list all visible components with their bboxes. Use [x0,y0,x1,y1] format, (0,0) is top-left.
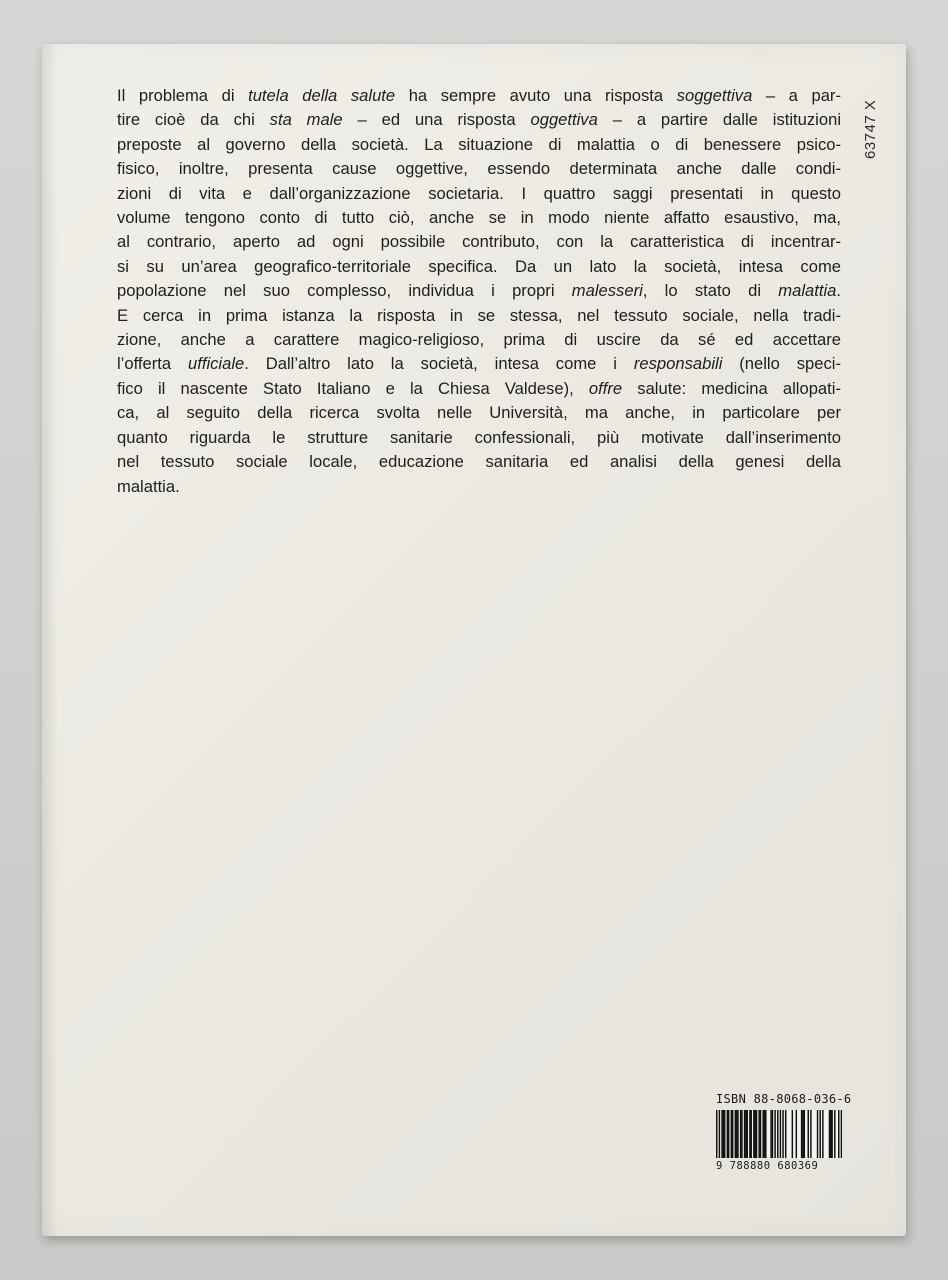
barcode-bar [822,1110,823,1158]
barcode-bar [756,1110,757,1158]
blurb-text: E cerca in prima istanza la risposta in se stessa, nel tessuto sociale, nella tradi- [117,305,841,325]
blurb-text: – a par- [752,86,841,105]
barcode-bar [731,1110,732,1158]
blurb-line [117,230,841,254]
blurb-line [117,377,841,401]
blurb-text: quanto riguarda le strutture sanitarie confessionali, più motivate dall’inserimento [117,427,841,447]
barcode-bar [810,1110,811,1158]
barcode-bar [721,1110,722,1158]
isbn-label: ISBN 88-8068-036-6 [716,1092,852,1106]
blurb-text: tire cioè da chi [117,110,270,130]
barcode-bar [754,1110,755,1158]
blurb-text: fisico, inoltre, presenta cause oggettive, essendo determinata anche dalle condi- [117,159,841,179]
blurb-text: , lo stato di [642,281,779,301]
blurb-text: – a partire dalle istituzioni [597,110,842,130]
barcode-bar [762,1110,763,1158]
barcode-bar [772,1110,773,1158]
blurb-italic-text: malesseri [571,281,643,301]
blurb-italic-text: oggettiva [530,110,598,130]
barcode-bar [727,1110,728,1158]
blurb-italic-text: offre [588,378,623,398]
barcode-bar [750,1110,751,1158]
barcode [716,1110,842,1158]
blurb-line [117,328,841,352]
barcode-bar [740,1110,741,1158]
blurb-italic-text: soggettiva [676,86,753,105]
blurb-text: . Dall’altro lato la società, intesa come i [244,354,634,374]
barcode-bar [744,1110,745,1158]
blurb-italic-text: sta male [269,110,343,130]
barcode-bar [760,1110,761,1158]
blurb-line [117,352,841,376]
barcode-bar [749,1110,750,1158]
blurb-text: l’offerta [117,354,188,374]
blurb-line [117,304,841,328]
blurb-italic-text: malattia [778,281,837,301]
blurb-text: zioni di vita e dall’organizzazione societaria. I quattro saggi presentati in questo [117,183,841,203]
barcode-bar [745,1110,746,1158]
barcode-bar [764,1110,765,1158]
barcode-bar [801,1110,802,1158]
blurb-line [117,401,841,425]
blurb-text: malattia. [117,476,180,496]
barcode-bar [819,1110,820,1158]
blurb-text: zione, anche a carattere magico-religioso, prima di uscire da sé ed accettare [117,330,841,350]
blurb-text: nel tessuto sociale locale, educazione sanitaria ed analisi della genesi della [117,452,841,472]
barcode-bar [741,1110,742,1158]
barcode-bar [829,1110,830,1158]
blurb-line [117,279,841,303]
barcode-bar [841,1110,842,1158]
catalog-code: 63747 X [862,99,879,159]
barcode-bar [735,1110,736,1158]
blurb-text: si su un’area geografico-territoriale specifica. Da un lato la società, intesa come [117,256,841,276]
blurb-line [117,426,841,450]
barcode-bar [724,1110,725,1158]
blurb-text: salute: medicina allopati- [622,378,841,398]
barcode-bar [777,1110,778,1158]
blurb-text: ha sempre avuto una risposta [395,86,677,105]
barcode-icon [716,1110,842,1158]
barcode-bar [838,1110,839,1158]
blurb-text: fico il nascente Stato Italiano e la Chiesa Valdese), [117,378,589,398]
blurb-text: volume tengono conto di tutto ciò, anche se in modo niente affatto esaustivo, ma, [117,208,841,228]
barcode-bar [792,1110,793,1158]
blurb-text: Il problema di [117,86,249,105]
barcode-bar [723,1110,724,1158]
barcode-bar [804,1110,805,1158]
barcode-bar [796,1110,797,1158]
blurb-text: popolazione nel suo complesso, individua i propri [117,281,572,301]
barcode-bar [716,1110,717,1158]
barcode-bar [785,1110,786,1158]
barcode-bar [782,1110,783,1158]
blurb-line [117,255,841,279]
barcode-bar [770,1110,771,1158]
blurb-line [117,133,841,157]
blurb-line [117,84,841,108]
blurb-line [117,206,841,230]
blurb-text: . [836,281,841,301]
barcode-bar [774,1110,775,1158]
back-cover-blurb [117,84,841,499]
barcode-bar [830,1110,831,1158]
barcode-bar [728,1110,729,1158]
barcode-bar [765,1110,766,1158]
blurb-italic-text: responsabili [633,354,723,374]
barcode-bar [758,1110,759,1158]
barcode-bar [780,1110,781,1158]
cover-edge-shadow [42,44,58,1236]
blurb-line [117,157,841,181]
blurb-italic-text: tutela della salute [248,86,396,105]
ean-digits: 9 788880 680369 [716,1160,819,1172]
barcode-bar [736,1110,737,1158]
barcode-bar [802,1110,803,1158]
blurb-line [117,182,841,206]
barcode-bar [753,1110,754,1158]
blurb-text: al contrario, aperto ad ogni possibile contributo, con la caratteristica di incentrar- [117,232,841,252]
blurb-text: – ed una risposta [342,110,531,130]
barcode-bar [747,1110,748,1158]
barcode-bar [732,1110,733,1158]
blurb-line [117,450,841,474]
barcode-bar [737,1110,738,1158]
barcode-bar [834,1110,835,1158]
blurb-text: (nello speci- [722,354,841,374]
blurb-text: ca, al seguito della ricerca svolta nelle Università, ma anche, in particolare per [117,403,841,423]
barcode-bar [831,1110,832,1158]
blurb-line [117,475,841,499]
blurb-text: preposte al governo della società. La situazione di malattia o di benessere psico- [117,134,841,154]
barcode-bar [817,1110,818,1158]
blurb-italic-text: ufficiale [188,354,245,374]
blurb-line [117,108,841,132]
barcode-bar [719,1110,720,1158]
barcode-bar [808,1110,809,1158]
